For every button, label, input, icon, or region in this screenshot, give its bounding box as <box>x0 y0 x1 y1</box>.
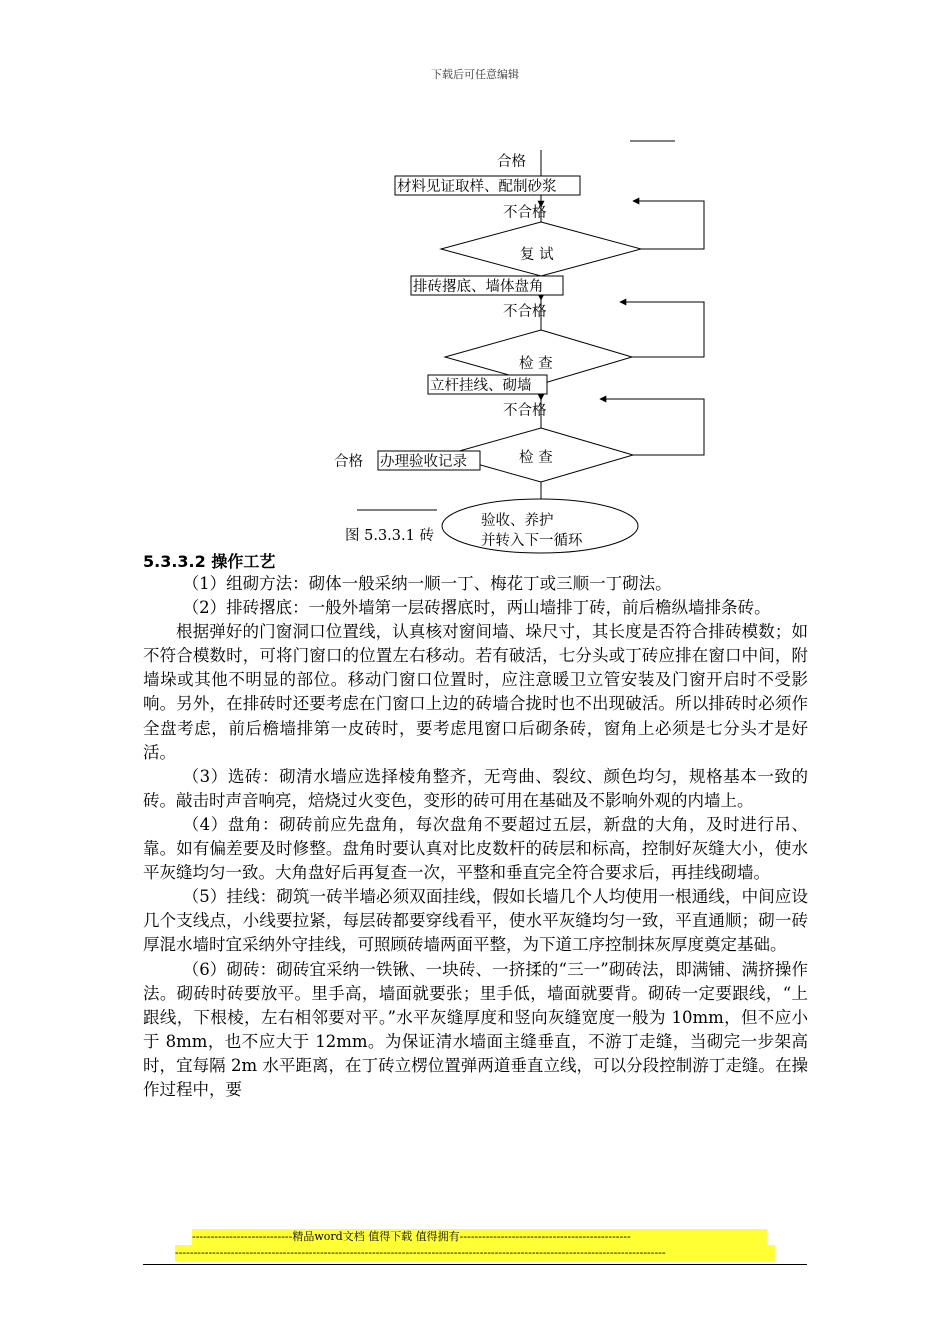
diamond-check-2-text: 检 查 <box>519 450 553 466</box>
footer-banner-line-2: ------------------------------------------------------------------------------------------------------------------------------------ <box>175 1245 775 1261</box>
paragraph-window-openings: 根据弹好的门窗洞口位置线，认真核对窗间墙、垛尺寸，其长度是否符合排砖模数；如不符合模数时，可将门窗口的位置左右移动。若有破活，七分头或丁砖应排在窗口中间，附墙垛或其他不明显的部位。移动门窗口位置时，应注意暖卫立管安装及门窗开启时不受影响。另外，在排砖时还要考虑在门窗口上边的砖墙合拢时也不出现破活。所以排砖时必须作全盘考虑，前后檐墙排第一皮砖时，要考虑甩窗口后砌条砖，窗角上必须是七分头才是好活。 <box>143 622 808 762</box>
label-fail-2: 不合格 <box>503 304 547 320</box>
paragraph-line-hanging: （5）挂线：砌筑一砖半墙必须双面挂线，假如长墙几个人均使用一根通线，中间应设几个支线点，小线要拉紧，每层砖都要穿线看平，使水平灰缝均匀一致，平直通顺；砌一砖厚混水墙时宜采纳外守挂线，可照顾砖墙两面平整，为下道工序控制抹灰厚度奠定基础。 <box>143 887 808 955</box>
page-header-note: 下载后可任意编辑 <box>431 68 519 81</box>
paragraph-bricklaying: （6）砌砖：砌砖宜采纳一铁锹、一块砖、一挤揉的“三一”砌砖法，即满铺、满挤操作法。砌砖时砖要放平。里手高，墙面就要张；里手低，墙面就要背。砌砖一定要跟线，“上跟线，下根棱，左右相邻要对平。”水平灰缝厚度和竖向灰缝宽度一般为 10mm，但不应小于 8mm，也不应大于 12mm。为保证清水墙面主缝垂直，不游丁走缝，当砌完一步架高时，宜每隔 2m 水平距离，在丁砖立楞位置弹两道垂直立线，可以分段控制游丁走缝。在操作过程中，要 <box>143 959 808 1099</box>
box-material-text: 材料见证取样、配制砂浆 <box>397 179 557 195</box>
diamond-retest-text: 复 试 <box>520 247 554 263</box>
body-text <box>143 572 808 1102</box>
box-layout-text: 排砖撂底、墙体盘角 <box>413 279 544 295</box>
footer-banner-line-1: ---------------------------精品word文档 值得下载 值得拥有---------------------------------------------- <box>192 1229 767 1245</box>
paragraph-brick-layout: （2）排砖撂底：一般外墙第一层砖撂底时，两山墙排丁砖，前后檐纵墙排条砖。 <box>182 598 771 618</box>
footer-rule <box>143 1264 807 1265</box>
paragraph-masonry-method: （1）组砌方法：砌体一般采纳一顺一丁、梅花丁或三顺一丁砌法。 <box>182 574 672 593</box>
footer-banner <box>175 1229 775 1261</box>
label-fail-1: 不合格 <box>503 205 547 221</box>
label-fail-3: 不合格 <box>503 403 547 419</box>
ellipse-line-2: 并转入下一循环 <box>481 533 583 549</box>
label-pass-side: 合格 <box>334 454 363 470</box>
box-acceptance-text: 办理验收记录 <box>380 454 467 470</box>
label-pass-top: 合格 <box>497 154 526 170</box>
construction-flowchart <box>0 0 950 560</box>
section-title: 5.3.3.2 操作工艺 <box>143 552 276 571</box>
ellipse-line-1: 验收、养护 <box>481 513 554 529</box>
diamond-check-1-text: 检 查 <box>519 356 553 372</box>
feedback-loop-check-1 <box>620 302 704 357</box>
paragraph-corner-building: （4）盘角：砌砖前应先盘角，每次盘角不要超过五层，新盘的大角，及时进行吊、靠。如有偏差要及时修整。盘角时要认真对比皮数杆的砖层和标高，控制好灰缝大小，使水平灰缝均匀一致。大角盘好后再复查一次，平整和垂直完全符合要求后，再挂线砌墙。 <box>143 814 808 883</box>
box-lay-text: 立杆挂线、砌墙 <box>430 378 532 394</box>
figure-caption: 图 5.3.3.1 砖 <box>345 528 434 544</box>
feedback-loop-check-2 <box>600 399 704 455</box>
paragraph-brick-selection: （3）选砖：砌清水墙应选择棱角整齐，无弯曲、裂纹、颜色均匀，规格基本一致的砖。敲击时声音响亮，焙烧过火变色，变形的砖可用在基础及不影响外观的内墙上。 <box>143 766 808 810</box>
feedback-loop-retest <box>633 201 704 249</box>
